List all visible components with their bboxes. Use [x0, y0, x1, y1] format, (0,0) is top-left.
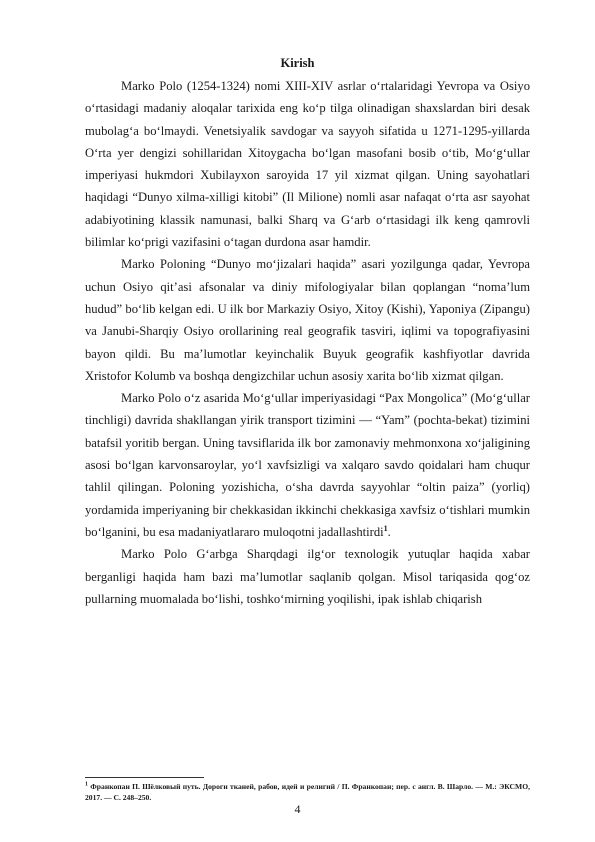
paragraph-2: Marko Poloning “Dunyo mo‘jizalari haqida” asari yozilgunga qadar, Yevropa uchun Osiyo qit’asi afsonalar va diniy mifologiyalar bilan qoplangan “noma’lum hudud” bo‘lib kelgan edi. U ilk bor Markaziy Osiyo, Xitoy (Kishi), Yaponiya (Zipangu) va Janubi-Sharqiy Osiyo orollarining real geografik tasviri, iqlimi va topografiyasini bayon qildi. Bu ma’lumotlar keyinchalik Buyuk geografik kashfiyotlar davrida Xristofor Kolumb va boshqa dengizchilar uchun asosiy xarita bo‘lib xizmat qilgan.	[85, 257, 530, 383]
paragraph-3	[85, 387, 530, 543]
page-title: Kirish	[280, 56, 315, 70]
paragraph-3-end: .	[387, 524, 391, 539]
body-text	[85, 75, 530, 610]
footnote-text: Франкопан П. Шёлковый путь. Дороги тканей, рабов, идей и религий / П. Франкопан; пер. с англ. В. Шарло. — М.: ЭКСМО, 2017. — С. 248–250.	[85, 782, 530, 802]
page-number: 4	[294, 802, 301, 816]
footnote-marker: 1	[85, 781, 88, 788]
paragraph-1: Marko Polo (1254-1324) nomi XIII-XIV asrlar o‘rtalaridagi Yevropa va Osiyo o‘rtasidagi madaniy aloqalar tarixida eng ko‘p tilga olinadigan shaxslardan biri desak mubolag‘a bo‘lmaydi. Venetsiyalik savdogar va sayyoh sifatida u 1271-1295-yillarda O‘rta yer dengizi sohillaridan Xitoygacha bo‘lgan masofani bosib o‘tib, Mo‘g‘ullar imperiyasi hukmdori Xubilayxon saroyida 17 yil xizmat qilgan. Uning sayohatlari haqidagi “Dunyo xilma-xilligi kitobi” (Il Milione) nomli asar nafaqat o‘rta asr sayohat adabiyotining klassik namunasi, balki Sharq va G‘arb o‘rtasidagi ilk keng qamrovli bilimlar ko‘prigi vazifasini o‘tagan durdona asar hamdir.	[85, 79, 530, 250]
footnote-reference[interactable]: 1	[383, 523, 388, 533]
footnote-divider	[85, 777, 204, 778]
paragraph-3-text: Marko Polo o‘z asarida Mo‘g‘ullar imperiyasidagi “Pax Mongolica” (Mo‘g‘ullar tinchligi) davrida shakllangan yirik transport tizimini — “Yam” (pochta-bekat) tizimini batafsil yoritib bergan. Uning tavsiflarida ilk bor zamonaviy mehmonxona xo‘jaligining asosi bo‘lgan karvonsaroylar, yo‘l xavfsizligi va xalqaro savdo qoidalari ham chuqur tahlil qilingan. Poloning yozishicha, o‘sha davrda sayyohlar “oltin paiza” (yorliq) yordamida imperiyaning bir chekkasidan ikkinchi chekkasiga xavfsiz o‘tishlari mumkin bo‘lganini, bu esa madaniyatlararo muloqotni jadallashtirdi	[85, 391, 530, 539]
paragraph-4: Marko Polo G‘arbga Sharqdagi ilg‘or texnologik yutuqlar haqida xabar berganligi haqida ham bazi ma’lumotlar saqlanib qolgan. Misol tariqasida qog‘oz pullarning muomalada bo‘lishi, toshko‘mirning yoqilishi, ipak ishlab chiqarish	[85, 547, 530, 606]
footnote	[85, 782, 530, 803]
